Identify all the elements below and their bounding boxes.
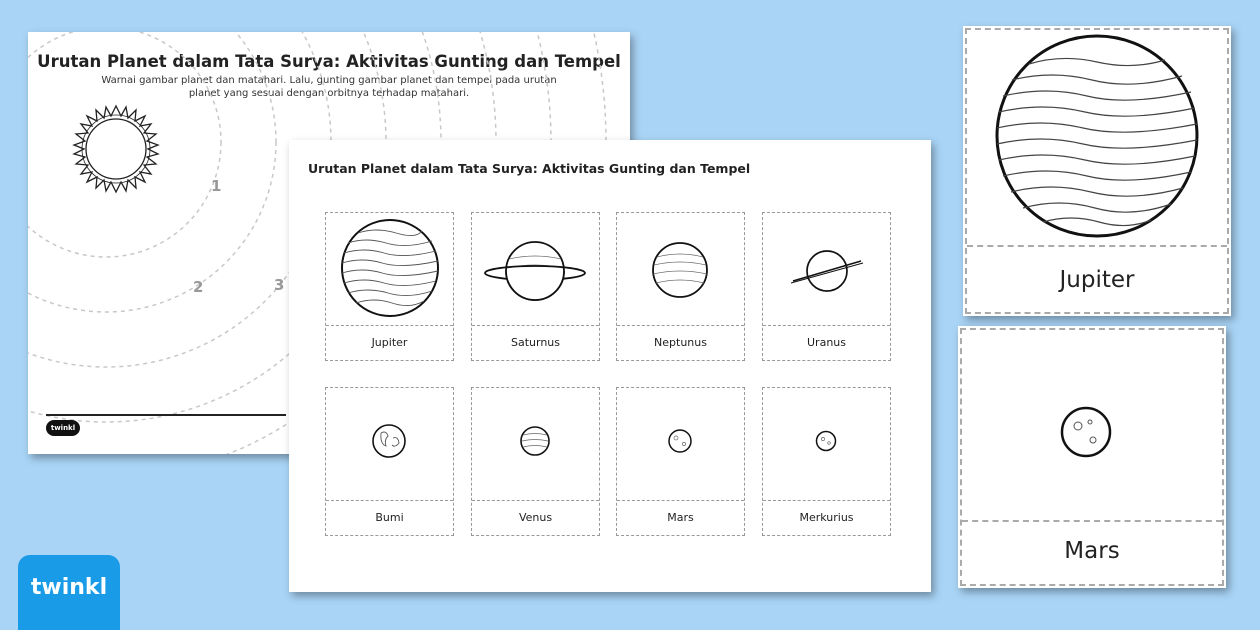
big-card-label: Mars	[1064, 538, 1120, 564]
card-label: Mars	[667, 511, 694, 524]
card-art	[472, 388, 599, 501]
card-art	[763, 388, 890, 501]
footer-line	[46, 414, 286, 416]
card-label: Neptunus	[654, 336, 707, 349]
worksheet-front	[289, 140, 931, 592]
card-art	[617, 388, 744, 501]
uranus-icon	[763, 213, 889, 325]
big-card-jupiter	[963, 26, 1231, 316]
card-neptunus	[616, 212, 745, 361]
twinkl-logo-text: twinkl	[30, 575, 108, 600]
worksheet-front-title: Urutan Planet dalam Tata Surya: Aktivitas Gunting dan Tempel	[308, 161, 751, 176]
neptune-icon	[617, 213, 743, 325]
mercury-icon	[763, 388, 889, 500]
orbit-number-2: 2	[193, 278, 204, 296]
twinkl-logo[interactable]	[18, 555, 120, 630]
worksheet-back-title: Urutan Planet dalam Tata Surya: Aktivitas Gunting dan Tempel	[37, 52, 621, 71]
big-card-border	[960, 328, 1224, 586]
card-art	[326, 213, 453, 326]
card-label: Uranus	[807, 336, 846, 349]
card-art	[472, 213, 599, 326]
big-card-mars	[958, 326, 1226, 588]
card-mars	[616, 387, 745, 536]
sun-outline-icon	[61, 94, 171, 204]
instruction-line-1: Warnai gambar planet dan matahari. Lalu, gunting gambar planet dan tempel pada urutan	[101, 75, 557, 86]
card-label: Merkurius	[799, 511, 854, 524]
orbit-number-3: 3	[274, 276, 285, 294]
big-card-label: Jupiter	[1059, 267, 1135, 293]
card-uranus	[762, 212, 891, 361]
card-art	[617, 213, 744, 326]
card-label: Bumi	[375, 511, 404, 524]
mars-icon	[617, 388, 743, 500]
big-card-divider	[967, 245, 1227, 247]
orbit-number-1: 1	[211, 177, 222, 195]
big-card-divider	[962, 520, 1222, 522]
saturn-icon	[472, 213, 598, 325]
mars-icon	[962, 330, 1221, 520]
twinkl-small-logo: twinkl	[46, 420, 80, 436]
card-label: Venus	[518, 511, 553, 524]
earth-icon	[326, 388, 452, 500]
card-bumi	[325, 387, 454, 536]
card-saturnus	[471, 212, 600, 361]
card-label: Jupiter	[371, 336, 408, 349]
card-art	[326, 388, 453, 501]
jupiter-icon	[967, 30, 1226, 245]
card-jupiter	[325, 212, 454, 361]
card-venus	[471, 387, 600, 536]
card-art	[763, 213, 890, 326]
instruction-line-2: planet yang sesuai dengan orbitnya terhadap matahari.	[188, 88, 470, 99]
venus-icon	[472, 388, 598, 500]
card-merkurius	[762, 387, 891, 536]
card-label: Saturnus	[510, 336, 560, 349]
big-card-border	[965, 28, 1229, 314]
jupiter-icon	[326, 213, 452, 325]
